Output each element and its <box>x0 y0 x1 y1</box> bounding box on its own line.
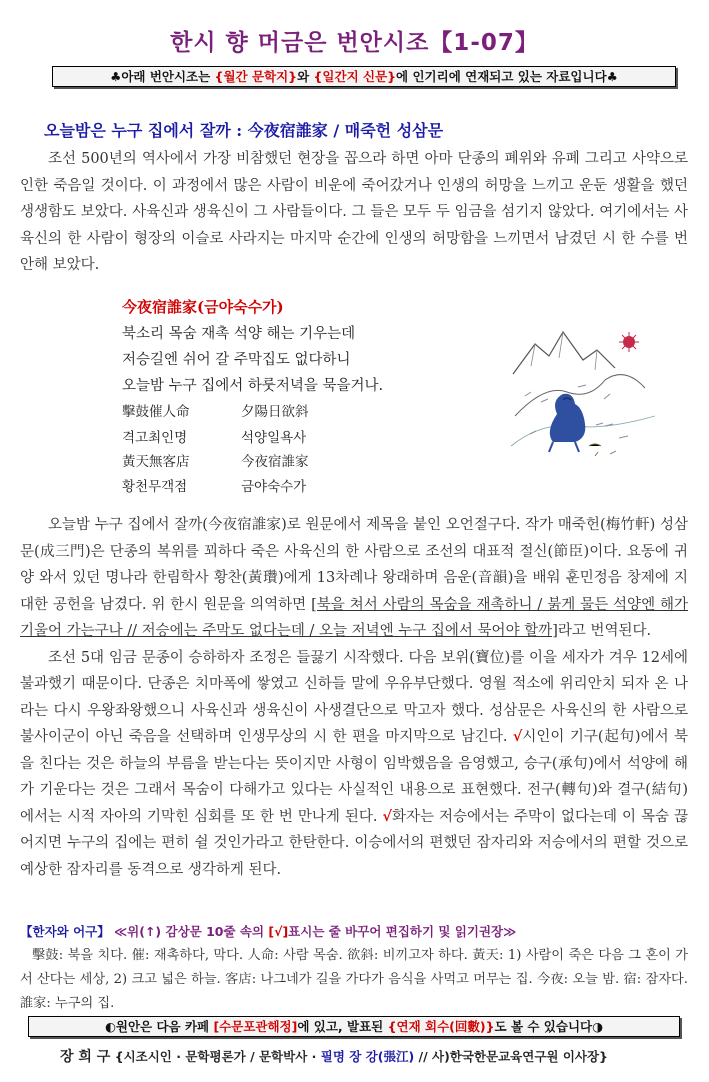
classical-cell: 금야숙수가 <box>241 479 307 495</box>
classical-cell: 석양일욕사 <box>241 430 307 446</box>
commentary-text: 오늘밤 누구 집에서 잘까(今夜宿誰家)로 원문에서 제목을 붙인 오언절구다. 작가 매죽헌(梅竹軒) 성삼문(成三門)은 단종의 복위를 꾀하다 죽은 사육신의 한 사람으로 조선의 대표적 절신(節臣)이다. 요동에 귀양 와서 있던 명나라 한림학사 황찬(黃瓚)에게 13차례나 왕래하며 음운(音韻)을 배워 훈민정음 창제에 지대한 공헌을 남겼다. 위 한시 원문을 의역하면 <box>20 517 688 613</box>
glossary-text: 擊鼓: 북을 치다. 催: 재촉하다, 막다. 人命: 사람 목숨. 欲斜: 비끼고자 하다. 黃天: 1) 사람이 죽은 다음 그 혼이 가서 산다는 세상, 2) 크고 넓은 하늘. 客店: 나그네가 길을 가다가 음식을 사먹고 머무는 집. 今夜: 오늘 밤. 宿: 잠자다. 誰家: 누구의 집. <box>20 948 688 1011</box>
source-notice-banner <box>28 1016 680 1037</box>
classical-cell: 今夜宿誰家 <box>241 454 309 470</box>
check-mark-icon: √ <box>382 807 393 825</box>
footer-cafe: [수문포관해정] <box>213 1019 298 1034</box>
notice-monthly: {월간 문학지} <box>214 69 298 84</box>
glossary-note: ≪위(↑) 감상문 10줄 속의 <box>109 924 269 939</box>
glossary <box>20 944 688 1016</box>
poem-line-2: 저승길엔 쉬어 갈 주막집도 없다하니 <box>122 352 351 368</box>
commentary-text: 조선 5대 임금 문종이 승하하자 조정은 들끓기 시작했다. 다음 보위(寶位)를 이을 세자가 겨우 12세에 불과했기 때문이다. 단종은 치마폭에 쌓였고 신하들 말에 우유부단했다. 영월 적소에 위리안치 되자 온 나라는 다시 우왕좌왕했으니 사육신과 생육신이 사생결단으로 막고자 했다. 성삼문은 사육신의 한 사람으로 불사이군이 아닌 죽음을 선택하며 인생무상의 시 한 편을 마지막으로 남긴다. <box>20 649 688 745</box>
classical-cell: 격고최인명 <box>122 430 188 446</box>
poem-line-1: 북소리 목숨 재촉 석양 해는 기우는데 <box>122 326 356 342</box>
notice-lead: ♣아래 번안시조는 <box>110 69 215 84</box>
classical-cell: 擊鼓催人命 <box>122 404 190 420</box>
poem-illustration <box>505 296 661 484</box>
check-mark-icon: √ <box>512 728 523 745</box>
notice-mid: 와 <box>297 69 314 84</box>
translation-quote: [북을 쳐서 사람의 목숨을 재촉하니 / 붉게 물든 석양엔 해가 기울어 가는구나 // 저승에는 주막도 없다는데 / 오늘 저녁엔 누구 집에서 묵어야 할까] <box>20 596 688 639</box>
intro-paragraph <box>20 146 688 279</box>
glossary-note-mark: [√] <box>268 924 289 939</box>
page-title: 한시 향 머금은 번안시조【1-07】 <box>170 30 539 56</box>
footer-tail: 도 볼 수 있습니다◑ <box>494 1019 604 1034</box>
commentary <box>20 512 688 883</box>
intro-text: 조선 500년의 역사에서 가장 비참했던 현장을 꼽으라 하면 아마 단종의 폐위와 유폐 그리고 사약으로 인한 죽음일 것이다. 이 과정에서 많은 사람이 비운에 죽어갔거나 인생의 허망을 느끼고 운둔 생활을 했던 생생함도 보았다. 사육신과 생육신이 그 사람들이다. 그 들은 모두 두 임금을 섬기지 않았다. 여기에서는 사육신의 한 사람이 형장의 이슬로 사라지는 마지막 순간에 인생의 허망함을 느끼면서 남겼던 시 한 수를 번안해 보았다. <box>20 151 688 273</box>
notice-daily: {일간지 신문} <box>313 69 397 84</box>
classical-cell: 夕陽日欲斜 <box>241 404 309 420</box>
author-name: 장 희 구 <box>60 1049 111 1065</box>
footer-count: {연재 회수(回數)} <box>387 1019 495 1034</box>
article-heading: 오늘밤은 누구 집에서 잘까 : 今夜宿誰家 / 매죽헌 성삼문 <box>44 121 444 140</box>
notice-tail: 에 인기리에 연재되고 있는 자료입니다♣ <box>396 69 618 84</box>
commentary-text: 시인이 기구(起句)에서 북을 친다는 것은 하늘의 부름을 받는다는 뜻이지만 사형이 임박했음을 음영했고, 승구(承句)에서 석양에 해가 기운다는 것은 그래서 목숨이 다해가고 있다는 사실적인 내용으로 표현했다. 전구(轉句)와 결구(結句)에서는 시적 자아의 기막힌 심회를 또 한 번 만나게 된다. <box>20 729 688 825</box>
classical-cell: 黃天無客店 <box>122 454 190 470</box>
glossary-heading <box>20 922 688 940</box>
commentary-paragraph-2 <box>20 645 688 884</box>
classical-cell: 황천무객점 <box>122 479 188 495</box>
footer-lead: ◐원안은 다음 카페 <box>104 1019 214 1034</box>
serial-notice-banner <box>52 66 676 87</box>
author-credit <box>60 1046 700 1066</box>
commentary-paragraph-1 <box>20 512 688 645</box>
author-pen-name: 필명 장 강(張江) <box>320 1049 415 1064</box>
commentary-text: 라고 번역된다. <box>557 623 652 639</box>
footer-mid: 에 있고, 발표된 <box>297 1019 388 1034</box>
commentary-text: 화자는 저승에서는 주막이 없다는데 이 목숨 끊어지면 누구의 집에는 편히 쉴 것인가라고 한탄한다. 이승에서의 편했던 잠자리와 저승에서의 편할 것으로 예상한 잠자리를 동격으로 생각하게 된다. <box>20 808 688 878</box>
poem-title: 今夜宿誰家(금야숙수가) <box>122 298 284 316</box>
poem-line-3: 오늘밤 누구 집에서 하룻저녁을 묵을거나. <box>122 378 384 394</box>
glossary-note: 표시는 줄 바꾸어 편집하기 및 읽기권장≫ <box>288 924 517 939</box>
glossary-label: 【한자와 어구】 <box>20 924 110 939</box>
author-org: // 사)한국한문교육연구원 이사장} <box>414 1049 608 1064</box>
author-roles: {시조시인 · 문학평론가 / 문학박사 · <box>114 1049 321 1064</box>
